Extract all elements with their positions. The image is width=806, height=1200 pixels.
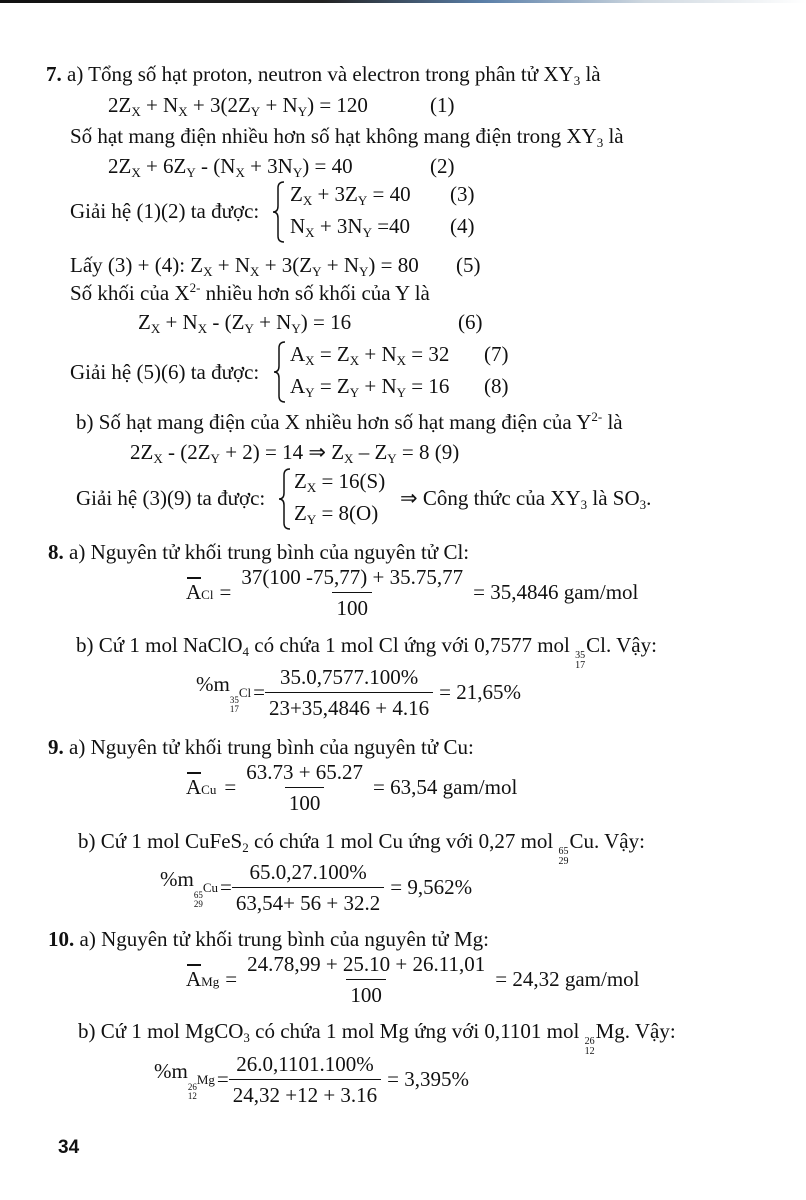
sys3-row-1 bbox=[294, 469, 385, 493]
t: 65 bbox=[193, 889, 203, 900]
t: + 3Z bbox=[312, 182, 358, 206]
p7-a-intro bbox=[46, 62, 601, 86]
sub: X bbox=[344, 451, 354, 466]
t: ) = 40 bbox=[302, 154, 353, 178]
sub: Y bbox=[359, 264, 369, 279]
t: 2Z bbox=[108, 93, 132, 117]
t: + 3N bbox=[244, 154, 293, 178]
sub: Y bbox=[357, 193, 368, 208]
sup: 2- bbox=[189, 280, 201, 295]
t: Số hạt mang điện nhiều hơn số hạt không mang điện trong XY bbox=[70, 124, 597, 148]
denominator: 23+35,4846 + 4.16 bbox=[265, 692, 433, 720]
t: + N bbox=[212, 253, 251, 277]
fraction bbox=[243, 952, 489, 1007]
fraction bbox=[232, 860, 384, 915]
p7-eq1 bbox=[108, 93, 368, 117]
t: + 2) = 14 ⇒ Z bbox=[219, 440, 345, 464]
fraction bbox=[229, 1052, 381, 1107]
t: là bbox=[603, 124, 624, 148]
p10-a-equation bbox=[186, 952, 640, 1007]
numerator: 24.78,99 + 25.10 + 26.11,01 bbox=[247, 952, 486, 976]
t: Mg. Vậy: bbox=[595, 1019, 676, 1043]
t: + 3(Z bbox=[259, 253, 313, 277]
t: b) Cứ 1 mol MgCO bbox=[78, 1019, 244, 1043]
t: Mg bbox=[196, 1071, 215, 1087]
t: + 6Z bbox=[140, 154, 187, 178]
t: + N bbox=[321, 253, 360, 277]
sub: Y bbox=[291, 321, 301, 336]
t: . bbox=[646, 486, 652, 510]
t: 12 bbox=[187, 1090, 197, 1101]
p7-sys2-label: Giải hệ (5)(6) ta được: bbox=[70, 360, 260, 384]
denominator: 24,32 +12 + 3.16 bbox=[229, 1079, 381, 1107]
isotope-notation bbox=[194, 891, 203, 909]
result: = 24,32 gam/mol bbox=[495, 967, 640, 991]
sys1-row-2 bbox=[290, 214, 410, 238]
sub: Y bbox=[362, 225, 372, 240]
eq-tag-1: (1) bbox=[430, 93, 455, 117]
t: b) Số hạt mang điện của X nhiều hơn số hạt mang điện của Y bbox=[76, 410, 592, 434]
p10-b-equation bbox=[154, 1052, 469, 1107]
eq-tag-4: (4) bbox=[450, 214, 475, 238]
equals: = bbox=[225, 967, 238, 991]
result: = 35,4846 gam/mol bbox=[473, 580, 639, 604]
sub: Y bbox=[387, 451, 397, 466]
lhs bbox=[160, 867, 218, 909]
mass-number: 26 bbox=[584, 1036, 595, 1047]
t: + 3(2Z bbox=[187, 93, 251, 117]
result: = 9,562% bbox=[390, 875, 473, 899]
eq-tag-3: (3) bbox=[450, 182, 475, 206]
t: A bbox=[186, 580, 202, 604]
t: ) = 120 bbox=[307, 93, 368, 117]
t: = 16 bbox=[406, 374, 450, 398]
t: b) Cứ 1 mol NaClO bbox=[76, 633, 243, 657]
t: 2Z bbox=[108, 154, 132, 178]
t: có chứa 1 mol Mg ứng với 0,1101 mol bbox=[249, 1019, 585, 1043]
t: Z bbox=[294, 469, 307, 493]
isotope-notation bbox=[585, 1037, 595, 1057]
p9-a-intro bbox=[48, 735, 474, 759]
t: Cu. Vậy: bbox=[569, 829, 645, 853]
result: = 3,395% bbox=[387, 1067, 470, 1091]
sub: Y bbox=[292, 165, 303, 180]
t: = 8(O) bbox=[316, 501, 379, 525]
t: = 32 bbox=[406, 342, 450, 366]
mass-number: 65 bbox=[558, 846, 569, 857]
sup: 2- bbox=[591, 409, 603, 424]
numerator: 37(100 -75,77) + 35.75,77 bbox=[241, 565, 464, 589]
t: - (2Z bbox=[162, 440, 211, 464]
sub: 3 bbox=[639, 497, 647, 512]
text: a) Tổng số hạt proton, neutron và electron trong phân tử XY bbox=[67, 62, 574, 86]
isotope-notation bbox=[559, 847, 569, 867]
t: Cl. Vậy: bbox=[586, 633, 657, 657]
p7-line2 bbox=[70, 124, 624, 148]
t: + N bbox=[253, 310, 292, 334]
p7-line6 bbox=[70, 281, 430, 305]
t: 29 bbox=[193, 898, 203, 909]
sub: 3 bbox=[243, 1030, 250, 1045]
sub: Y bbox=[396, 385, 407, 400]
t: b) Cứ 1 mol CuFeS bbox=[78, 829, 243, 853]
sub: X bbox=[131, 104, 141, 119]
t: A bbox=[290, 342, 306, 366]
t: - (N bbox=[195, 154, 236, 178]
sys2-row-1 bbox=[290, 342, 449, 366]
isotope-notation bbox=[230, 696, 239, 714]
p8-a-equation bbox=[186, 565, 638, 620]
p7-eq6 bbox=[138, 310, 351, 334]
sub: 4 bbox=[242, 644, 250, 659]
sub: Y bbox=[306, 512, 317, 527]
sub: 3 bbox=[580, 497, 588, 512]
p9-a-equation bbox=[186, 760, 517, 815]
p7-line5 bbox=[70, 253, 419, 277]
equals: = bbox=[220, 875, 232, 899]
t: Cl bbox=[238, 684, 252, 700]
denominator: 63,54+ 56 + 32.2 bbox=[232, 887, 384, 915]
numerator: 65.0,27.100% bbox=[249, 860, 367, 884]
sub: X bbox=[250, 264, 260, 279]
brace-icon bbox=[273, 340, 287, 404]
sub: Y bbox=[210, 451, 220, 466]
t: %m bbox=[196, 671, 230, 696]
sub: Y bbox=[297, 104, 308, 119]
p7-system-2 bbox=[273, 340, 503, 404]
eq-tag-5: (5) bbox=[456, 253, 481, 277]
sub: X bbox=[396, 353, 407, 368]
atomic-number: 29 bbox=[558, 856, 569, 867]
text: là bbox=[580, 62, 601, 86]
scan-edge-band bbox=[0, 0, 806, 3]
avg-mass-symbol bbox=[186, 580, 213, 605]
t: Z bbox=[138, 310, 151, 334]
t: a) Nguyên tử khối trung bình của nguyên tử Mg: bbox=[79, 927, 489, 951]
sub: X bbox=[305, 353, 315, 368]
sub: X bbox=[150, 321, 161, 336]
avg-mass-symbol bbox=[186, 775, 216, 800]
problem-number-9: 9. bbox=[48, 735, 64, 759]
t: N bbox=[290, 214, 306, 238]
t: có chứa 1 mol Cl ứng với 0,7577 mol bbox=[249, 633, 576, 657]
sub: X bbox=[235, 165, 245, 180]
fraction bbox=[237, 565, 467, 620]
denominator: 100 bbox=[285, 787, 325, 815]
p7-system-3 bbox=[278, 467, 418, 531]
problem-number-8: 8. bbox=[48, 540, 64, 564]
p7-eq2 bbox=[108, 154, 353, 178]
t: = Z bbox=[314, 342, 350, 366]
lhs bbox=[196, 672, 251, 714]
t: Z bbox=[290, 182, 303, 206]
sub: 3 bbox=[573, 73, 581, 88]
brace-icon bbox=[272, 180, 286, 244]
sub: Y bbox=[349, 385, 360, 400]
p7-sys1-label: Giải hệ (1)(2) ta được: bbox=[70, 199, 260, 223]
t: A bbox=[186, 967, 202, 991]
equals: = bbox=[224, 775, 237, 799]
t: – Z bbox=[353, 440, 388, 464]
page-number: 34 bbox=[58, 1137, 80, 1158]
t: nhiều hơn số khối của Y là bbox=[200, 281, 430, 305]
t: = 40 bbox=[367, 182, 411, 206]
sys3-row-2 bbox=[294, 501, 378, 525]
p7-eq9 bbox=[130, 440, 459, 464]
atomic-number: 12 bbox=[584, 1046, 595, 1057]
t: có chứa 1 mol Cu ứng với 0,27 mol bbox=[248, 829, 559, 853]
problem-number-10: 10. bbox=[48, 927, 75, 951]
t: %m bbox=[160, 866, 194, 891]
sub: X bbox=[153, 451, 163, 466]
t: A bbox=[290, 374, 306, 398]
atomic-number: 17 bbox=[575, 660, 586, 671]
t: + N bbox=[359, 374, 397, 398]
problem-number-7: 7. bbox=[46, 62, 62, 86]
eq-tag-2: (2) bbox=[430, 154, 455, 178]
p8-a-intro bbox=[48, 540, 469, 564]
sub: 2 bbox=[242, 840, 249, 855]
t: ) = 16 bbox=[300, 310, 352, 334]
sub: X bbox=[306, 480, 317, 495]
t: + N bbox=[140, 93, 179, 117]
p9-b-equation bbox=[160, 860, 472, 915]
p10-a-intro bbox=[48, 927, 489, 951]
result: = 21,65% bbox=[439, 680, 521, 704]
sub: X bbox=[178, 104, 188, 119]
sys2-row-2 bbox=[290, 374, 449, 398]
equals: = bbox=[216, 1067, 229, 1091]
sub: Y bbox=[250, 104, 261, 119]
t: ) = 80 bbox=[368, 253, 419, 277]
p7-sys3-label: Giải hệ (3)(9) ta được: bbox=[76, 486, 266, 510]
sub: Y bbox=[312, 264, 322, 279]
t: Cu bbox=[202, 879, 218, 895]
t: - (Z bbox=[207, 310, 245, 334]
sub: X bbox=[349, 353, 360, 368]
avg-mass-symbol bbox=[186, 967, 219, 992]
sub: X bbox=[305, 225, 315, 240]
t: Số khối của X bbox=[70, 281, 190, 305]
t: Z bbox=[294, 501, 307, 525]
eq-tag-6: (6) bbox=[458, 310, 483, 334]
t: + N bbox=[260, 93, 298, 117]
t: A bbox=[186, 775, 202, 799]
t: a) Nguyên tử khối trung bình của nguyên tử Cl: bbox=[69, 540, 470, 564]
sub: Cl bbox=[201, 587, 214, 602]
sub: Cu bbox=[201, 782, 217, 797]
t: ⇒ Công thức của XY bbox=[400, 486, 581, 510]
equals: = bbox=[253, 680, 265, 704]
t: là SO bbox=[587, 486, 640, 510]
fraction bbox=[242, 760, 367, 815]
p7-conclusion bbox=[400, 486, 651, 510]
t: Lấy (3) + (4): Z bbox=[70, 253, 204, 277]
t: là bbox=[602, 410, 623, 434]
t: 2Z bbox=[130, 440, 154, 464]
t: + 3N bbox=[314, 214, 363, 238]
mass-number: 35 bbox=[575, 650, 586, 661]
sub: Y bbox=[186, 165, 196, 180]
t: =40 bbox=[371, 214, 411, 238]
numerator: 26.0,1101.100% bbox=[236, 1052, 374, 1076]
sub: Y bbox=[244, 321, 254, 336]
eq-tag-7: (7) bbox=[484, 342, 509, 366]
sub: X bbox=[131, 165, 141, 180]
sub: X bbox=[203, 264, 213, 279]
t: = 8 (9) bbox=[396, 440, 460, 464]
sub: Y bbox=[305, 385, 315, 400]
p8-b-equation bbox=[196, 665, 521, 720]
t: = 16(S) bbox=[316, 469, 386, 493]
t: = Z bbox=[314, 374, 350, 398]
sub: X bbox=[197, 321, 208, 336]
sub: X bbox=[302, 193, 313, 208]
denominator: 100 bbox=[346, 979, 386, 1007]
equals: = bbox=[219, 580, 232, 604]
t: 17 bbox=[229, 703, 239, 714]
isotope-notation bbox=[575, 651, 585, 671]
eq-tag-8: (8) bbox=[484, 374, 509, 398]
sub: Mg bbox=[201, 974, 220, 989]
denominator: 100 bbox=[332, 592, 372, 620]
numerator: 35.0,7577.100% bbox=[279, 665, 419, 689]
t: a) Nguyên tử khối trung bình của nguyên tử Cu: bbox=[69, 735, 474, 759]
numerator: 63.73 + 65.27 bbox=[246, 760, 364, 784]
sys1-row-1 bbox=[290, 182, 411, 206]
t: %m bbox=[154, 1058, 188, 1083]
isotope-notation bbox=[188, 1083, 197, 1101]
brace-icon bbox=[278, 467, 292, 531]
result: = 63,54 gam/mol bbox=[373, 775, 518, 799]
t: 35 bbox=[229, 694, 239, 705]
fraction bbox=[265, 665, 433, 720]
p7-b-line bbox=[76, 410, 623, 434]
lhs bbox=[154, 1059, 215, 1101]
t: 26 bbox=[187, 1081, 197, 1092]
t: + N bbox=[359, 342, 397, 366]
t: + N bbox=[160, 310, 198, 334]
sub: 3 bbox=[596, 135, 604, 150]
